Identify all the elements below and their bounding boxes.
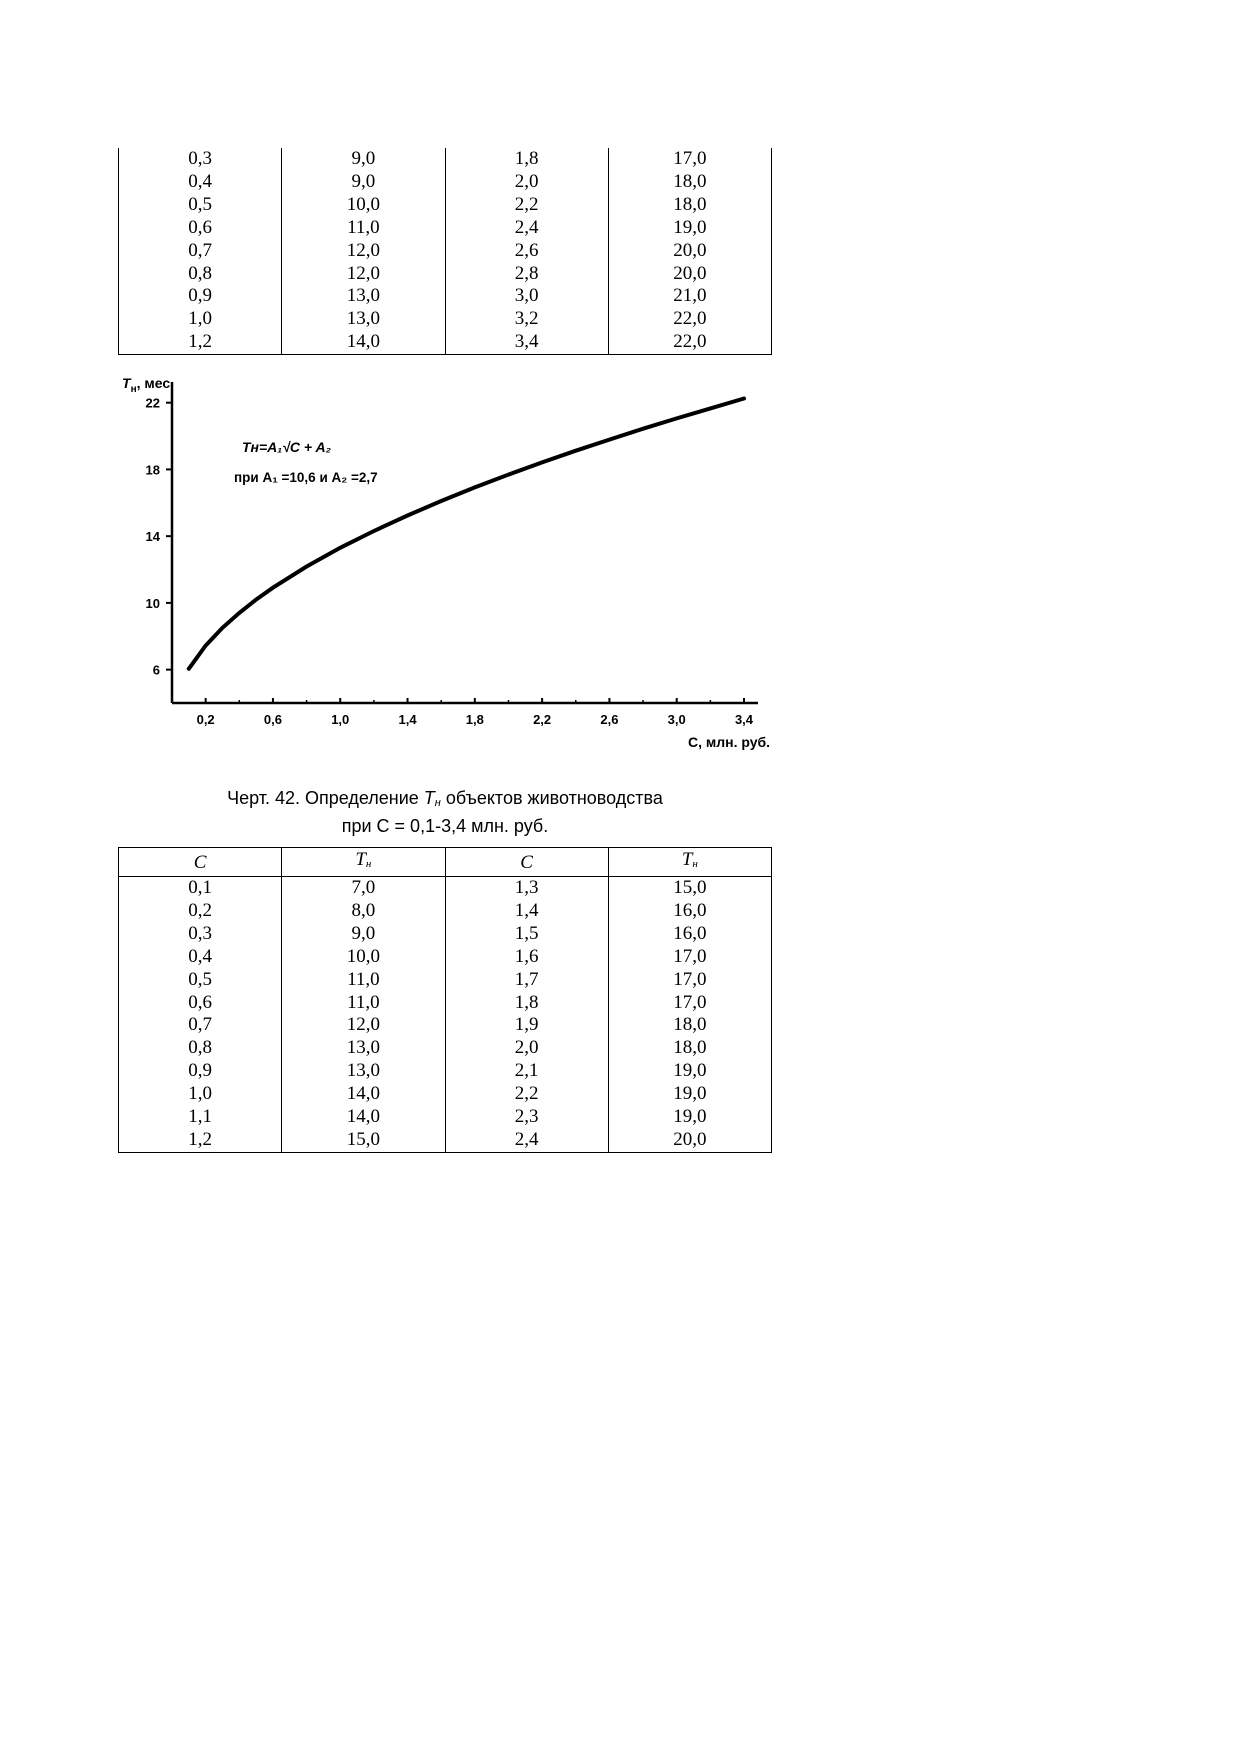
table-cell: 22,0 (608, 331, 771, 354)
table-cell: 11,0 (282, 992, 445, 1015)
table-cell: 0,2 (119, 900, 282, 923)
table-row (119, 1083, 772, 1106)
column-header (119, 848, 282, 877)
table-cell: 18,0 (608, 171, 771, 194)
caption-line2: при С = 0,1-3,4 млн. руб. (341, 816, 549, 836)
table-cell: 1,4 (445, 900, 608, 923)
table-row (119, 923, 772, 946)
table-cell: 9,0 (282, 148, 445, 171)
table-cell: 19,0 (608, 1083, 771, 1106)
table-cell: 19,0 (608, 1106, 771, 1129)
table-cell: 20,0 (608, 240, 771, 263)
x-tick-label: 1,0 (331, 712, 350, 727)
table-row (119, 1129, 772, 1152)
table-cell: 0,5 (119, 969, 282, 992)
table-cell: 14,0 (282, 1106, 445, 1129)
table-cell: 2,1 (445, 1060, 608, 1083)
table-cell: 11,0 (282, 217, 445, 240)
column-header (282, 848, 445, 877)
table-cell: 10,0 (282, 194, 445, 217)
table-cell: 0,7 (119, 240, 282, 263)
table-cell: 9,0 (282, 923, 445, 946)
table-cell: 1,6 (445, 946, 608, 969)
table-cell: 1,5 (445, 923, 608, 946)
table-row (119, 1106, 772, 1129)
upper-data-table (118, 148, 772, 355)
column-header-subscript: н (692, 858, 698, 870)
table-row (119, 877, 772, 900)
y-tick-label: 6 (152, 662, 160, 678)
table-cell: 0,1 (119, 877, 282, 900)
table-cell: 20,0 (608, 263, 771, 286)
table-cell: 11,0 (282, 969, 445, 992)
table-cell: 2,3 (445, 1106, 608, 1129)
caption-line1-prefix: Черт. 42. Определение (227, 788, 424, 808)
table-cell: 0,8 (119, 263, 282, 286)
column-header-symbol: T (681, 849, 693, 870)
table-row (119, 900, 772, 923)
table-cell: 0,6 (119, 992, 282, 1015)
table-cell: 21,0 (608, 285, 771, 308)
caption-t-symbol: T (423, 788, 435, 808)
table-cell: 2,0 (445, 1037, 608, 1060)
table-row (119, 240, 772, 263)
table-row (119, 194, 772, 217)
table-cell: 0,7 (119, 1014, 282, 1037)
table-cell: 1,2 (119, 331, 282, 354)
table-cell: 2,0 (445, 171, 608, 194)
table-cell: 2,2 (445, 1083, 608, 1106)
x-tick-label: 2,6 (600, 712, 619, 727)
x-tick-label: 2,2 (533, 712, 552, 727)
table-cell: 10,0 (282, 946, 445, 969)
column-header (608, 848, 771, 877)
lower-data-table (118, 847, 772, 1153)
table-cell: 15,0 (282, 1129, 445, 1152)
table-cell: 15,0 (608, 877, 771, 900)
table-cell: 13,0 (282, 285, 445, 308)
table-cell: 0,3 (119, 148, 282, 171)
table-cell: 1,9 (445, 1014, 608, 1037)
table-cell: 12,0 (282, 263, 445, 286)
table-cell: 14,0 (282, 331, 445, 354)
table-cell: 18,0 (608, 1037, 771, 1060)
caption-t-subscript: н (434, 797, 441, 809)
table-cell: 1,7 (445, 969, 608, 992)
table-cell: 0,4 (119, 171, 282, 194)
tn-vs-c-chart (110, 370, 790, 770)
table-cell: 2,4 (445, 217, 608, 240)
table-cell: 17,0 (608, 148, 771, 171)
table-cell: 16,0 (608, 900, 771, 923)
table-cell: 13,0 (282, 308, 445, 331)
table-row (119, 148, 772, 171)
y-tick-label: 10 (145, 595, 160, 611)
table-cell: 3,4 (445, 331, 608, 354)
table-cell: 1,1 (119, 1106, 282, 1129)
table-cell: 16,0 (608, 923, 771, 946)
table-cell: 3,2 (445, 308, 608, 331)
y-tick-label: 14 (145, 529, 160, 545)
table-row (119, 1014, 772, 1037)
caption-line1 (118, 787, 772, 815)
x-tick-label: 0,6 (263, 712, 282, 727)
x-tick-label: 0,2 (196, 712, 215, 727)
table-cell: 20,0 (608, 1129, 771, 1152)
table-cell: 8,0 (282, 900, 445, 923)
table-cell: 3,0 (445, 285, 608, 308)
table-row (119, 969, 772, 992)
table-row (119, 1037, 772, 1060)
table-cell: 17,0 (608, 969, 771, 992)
table-cell: 2,8 (445, 263, 608, 286)
table-cell: 13,0 (282, 1037, 445, 1060)
table-row (119, 946, 772, 969)
x-tick-label: 1,4 (398, 712, 417, 727)
table-row (119, 285, 772, 308)
table-row (119, 263, 772, 286)
table-cell: 1,0 (119, 1083, 282, 1106)
y-axis-label (122, 375, 170, 395)
table-cell: 9,0 (282, 171, 445, 194)
caption-line1-suffix: объектов животноводства (440, 788, 663, 808)
table-cell: 17,0 (608, 992, 771, 1015)
table-cell: 19,0 (608, 217, 771, 240)
table-cell: 14,0 (282, 1083, 445, 1106)
chart-axes (172, 382, 758, 703)
table-cell: 2,2 (445, 194, 608, 217)
figure-caption (118, 787, 772, 838)
column-header-symbol: T (355, 849, 366, 870)
formula-line1: Tн=A₁√C + A₂ (242, 439, 331, 455)
table-row (119, 217, 772, 240)
table-row (119, 992, 772, 1015)
table-cell: 0,6 (119, 217, 282, 240)
y-axis-label-sub: н (130, 384, 137, 395)
table-cell: 0,8 (119, 1037, 282, 1060)
table-cell: 18,0 (608, 194, 771, 217)
column-header-symbol: C (520, 851, 533, 873)
table-cell: 12,0 (282, 1014, 445, 1037)
table-cell: 12,0 (282, 240, 445, 263)
table-cell: 18,0 (608, 1014, 771, 1037)
y-axis-label-unit: , мес (136, 375, 171, 391)
x-tick-label: 3,4 (734, 712, 754, 727)
table-cell: 22,0 (608, 308, 771, 331)
table-cell: 0,5 (119, 194, 282, 217)
table-cell: 2,6 (445, 240, 608, 263)
formula-line2: при A₁ =10,6 и A₂ =2,7 (234, 470, 378, 485)
column-header-subscript: н (365, 858, 372, 870)
table-row (119, 308, 772, 331)
y-axis-label-main: T (122, 375, 131, 391)
table-cell: 0,3 (119, 923, 282, 946)
y-tick-label: 18 (145, 462, 160, 478)
table-cell: 1,3 (445, 877, 608, 900)
table-cell: 0,9 (119, 1060, 282, 1083)
table-row (119, 1060, 772, 1083)
table-row (119, 171, 772, 194)
column-header (445, 848, 608, 877)
table-cell: 19,0 (608, 1060, 771, 1083)
table-cell: 13,0 (282, 1060, 445, 1083)
table-row (119, 331, 772, 354)
x-tick-label: 3,0 (667, 712, 686, 727)
table-cell: 2,4 (445, 1129, 608, 1152)
table-cell: 0,4 (119, 946, 282, 969)
table-cell: 7,0 (282, 877, 445, 900)
table-cell: 17,0 (608, 946, 771, 969)
x-axis-label: С, млн. руб. (688, 734, 771, 750)
table-cell: 1,0 (119, 308, 282, 331)
table-cell: 1,8 (445, 148, 608, 171)
table-cell: 0,9 (119, 285, 282, 308)
table-cell: 1,2 (119, 1129, 282, 1152)
y-tick-label: 22 (145, 395, 160, 411)
table-cell: 1,8 (445, 992, 608, 1015)
column-header-symbol: C (193, 851, 207, 873)
x-tick-label: 1,8 (465, 712, 484, 727)
